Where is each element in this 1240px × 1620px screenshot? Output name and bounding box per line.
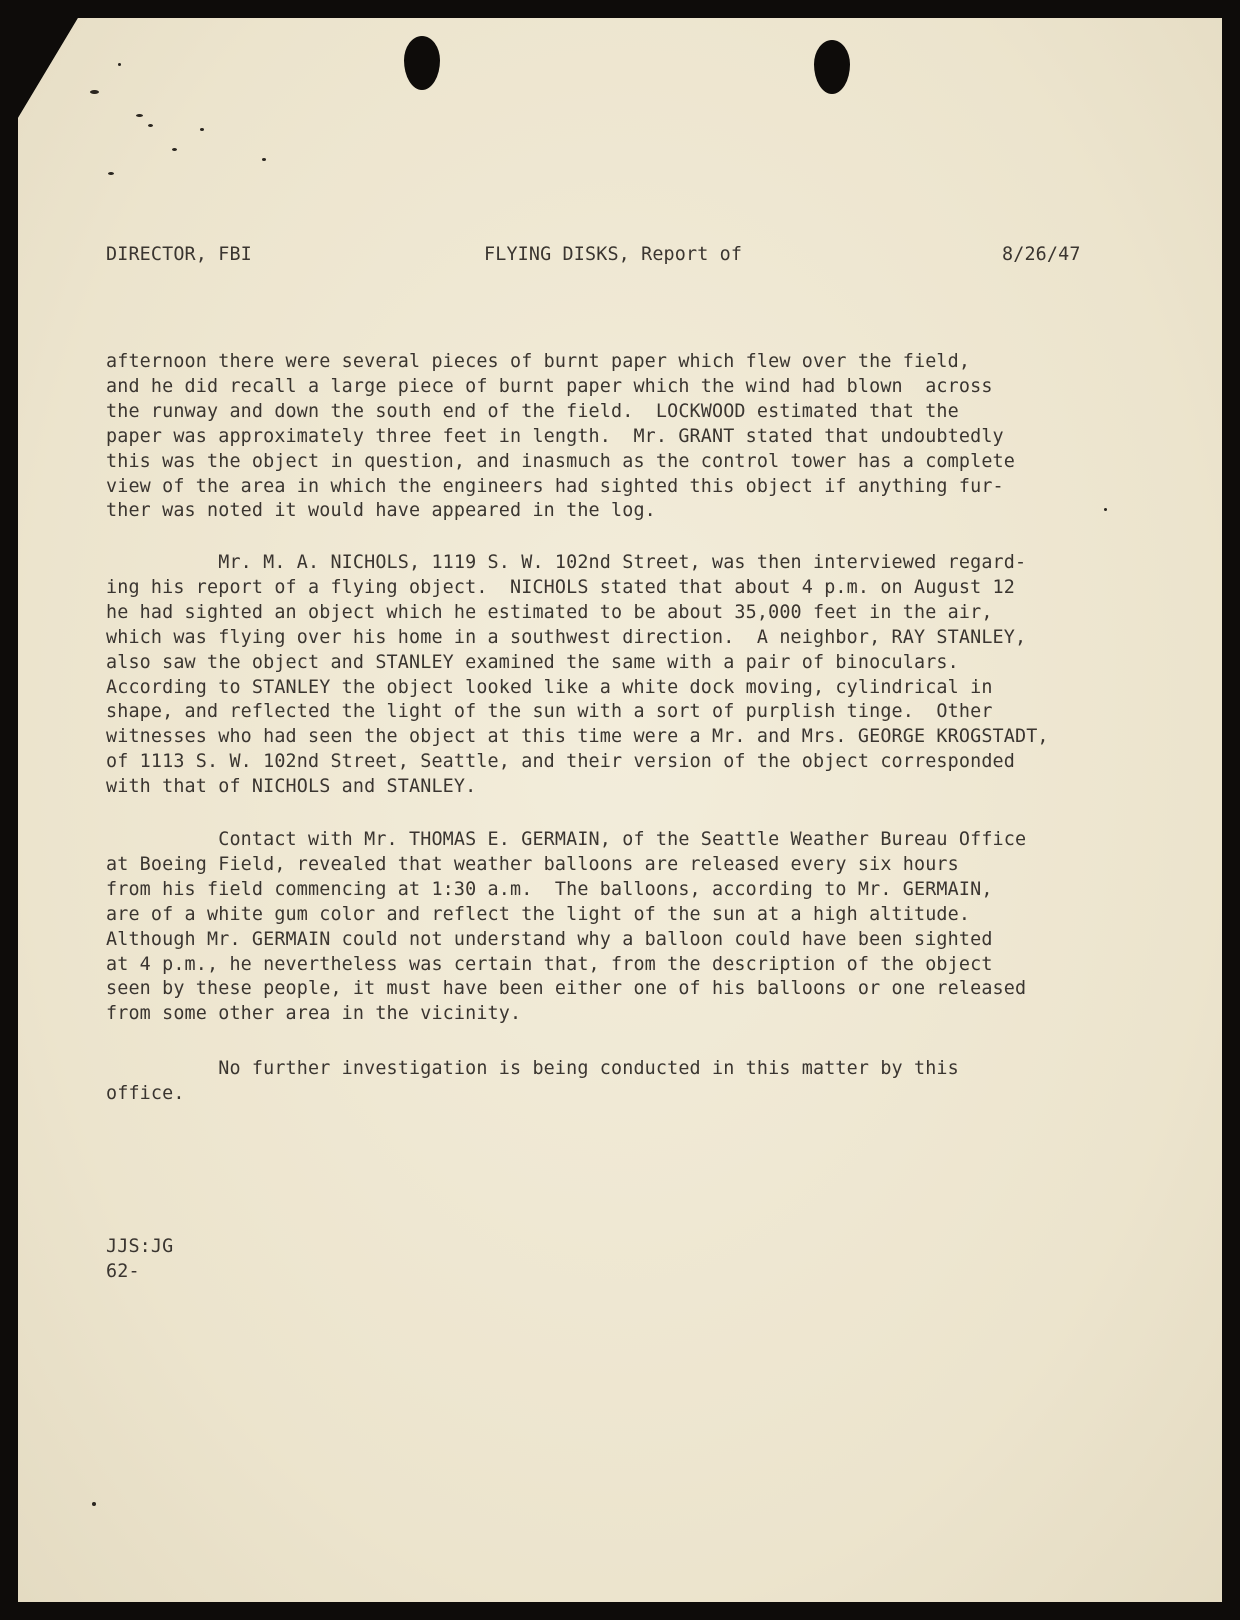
paper-speck <box>118 63 121 66</box>
paper-speck <box>108 172 114 175</box>
punch-hole-left <box>404 36 440 90</box>
punch-hole-right <box>814 40 850 94</box>
paper-speck <box>136 114 143 117</box>
paper-speck <box>148 124 153 127</box>
paper-speck <box>1104 508 1107 511</box>
body-paragraph-3: Contact with Mr. THOMAS E. GERMAIN, of the Seattle Weather Bureau Office at Boeing Field, revealed that weather balloons are released every six hours from his field commencing at 1:30 a.m. The balloons, according to Mr. GERMAIN, are of a white gum color and reflect the light of the sun at a high altitude. Although Mr. GERMAIN could not understand why a balloon could have been sighted at 4 p.m., he nevertheless was certain that, from the description of the object seen by these people, it must have been either one of his balloons or one released from some other area in the vicinity. <box>106 829 1027 1025</box>
body-paragraph-4: No further investigation is being conducted in this matter by this office. <box>106 1058 959 1104</box>
paper-speck <box>262 158 266 161</box>
header-addressee: DIRECTOR, FBI <box>106 244 252 265</box>
body-paragraph-1: afternoon there were several pieces of burnt paper which flew over the field, and he did recall a large piece of burnt paper which the wind had blown across the runway and down the south end of the field. LOCKWOOD estimated that the paper was approximately three feet in length. Mr. GRANT stated that undoubtedly this was the object in question, and inasmuch as the control tower has a complete view of the area in which the engineers had sighted this object if anything fur- ther was noted it would have appeared in the log. <box>106 351 1015 522</box>
header-subject: FLYING DISKS, Report of <box>484 244 743 265</box>
paper-speck <box>92 1502 96 1506</box>
file-reference: 62- <box>106 1261 140 1282</box>
paper-speck <box>200 128 204 131</box>
paper-speck <box>90 90 99 94</box>
body-paragraph-2: Mr. M. A. NICHOLS, 1119 S. W. 102nd Street, was then interviewed regard- ing his report of a flying object. NICHOLS stated that about 4 p.m. on August 12 he had sighted an object which he estimated to be about 35,000 feet in the air, which was flying over his home in a southwest direction. A neighbor, RAY STANLEY, also saw the object and STANLEY examined the same with a pair of binoculars. According to STANLEY the object looked like a white dock moving, cylindrical in shape, and reflected the light of the sun with a sort of purplish tinge. Other witnesses who had seen the object at this time were a Mr. and Mrs. GEORGE KROGSTADT, of 1113 S. W. 102nd Street, Seattle, and their version of the object corresponded with that of NICHOLS and STANLEY. <box>106 552 1049 798</box>
header-date: 8/26/47 <box>1002 244 1081 265</box>
paper-speck <box>172 148 177 151</box>
reference-initials: JJS:JG <box>106 1236 174 1257</box>
